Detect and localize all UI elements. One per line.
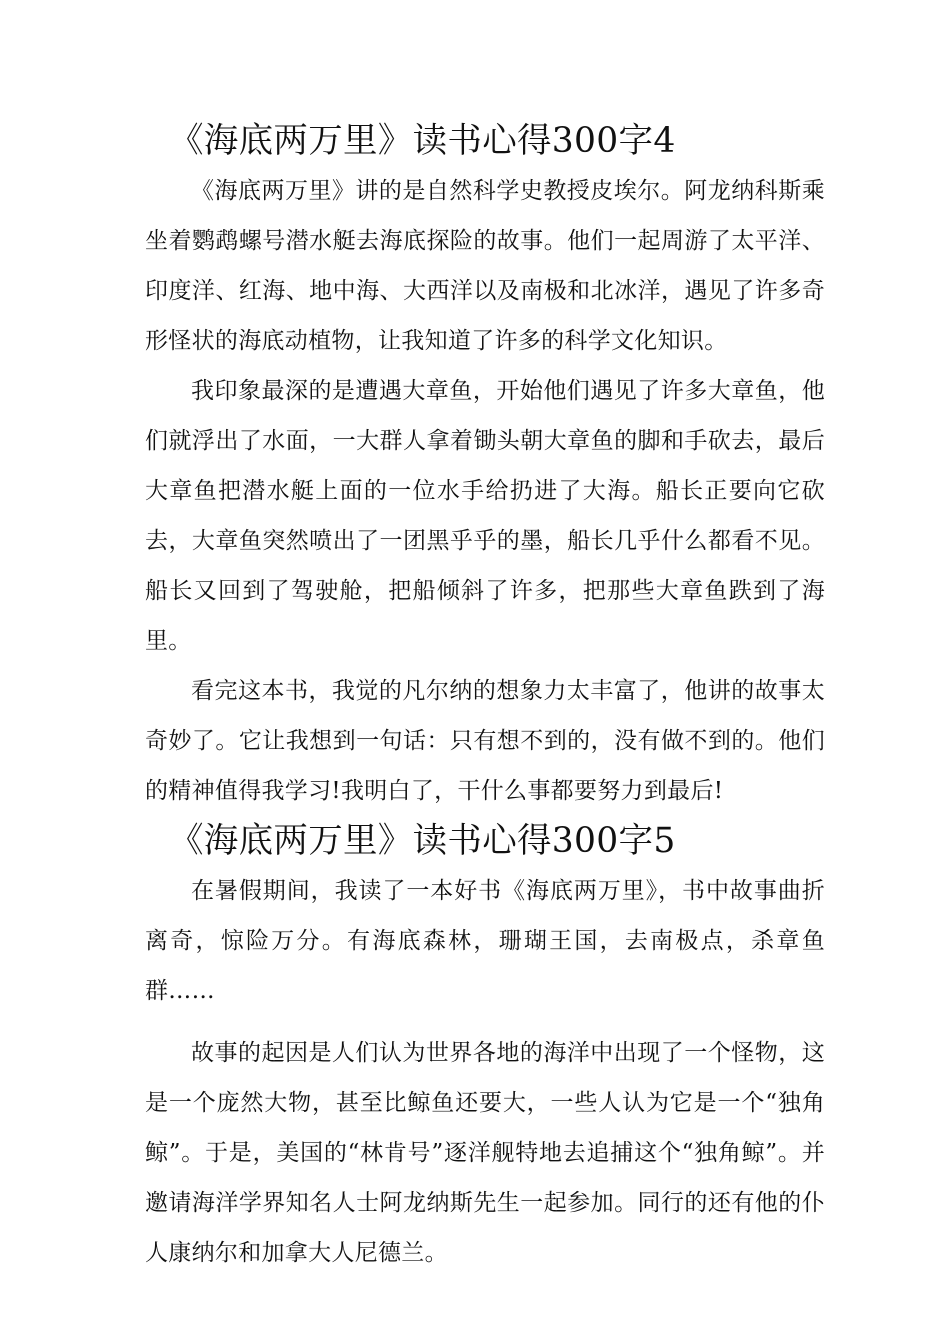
document-body [145, 116, 825, 1278]
section-heading-4: 《海底两万里》读书心得300字4 [169, 121, 676, 161]
paragraph: 在暑假期间，我读了一本好书《海底两万里》，书中故事曲折离奇，惊险万分。有海底森林，珊瑚王国，去南极点，杀章鱼群…… [145, 878, 825, 1004]
paragraph: 故事的起因是人们认为世界各地的海洋中出现了一个怪物，这是一个庞然大物，甚至比鲸鱼还要大，一些人认为它是一个“独角鲸”。于是，美国的“林肯号”逐洋舰特地去追捕这个“独角鲸”。并邀请海洋学界知名人士阿龙纳斯先生一起参加。同行的还有他的仆人康纳尔和加拿大人尼德兰。 [145, 1040, 825, 1266]
section-heading-5: 《海底两万里》读书心得300字5 [169, 821, 676, 861]
paragraph: 我印象最深的是遭遇大章鱼，开始他们遇见了许多大章鱼，他们就浮出了水面，一大群人拿着锄头朝大章鱼的脚和手砍去，最后大章鱼把潜水艇上面的一位水手给扔进了大海。船长正要向它砍去，大章鱼突然喷出了一团黑乎乎的墨，船长几乎什么都看不见。船长又回到了驾驶舱，把船倾斜了许多，把那些大章鱼跌到了海里。 [145, 378, 825, 654]
paragraph: 《海底两万里》讲的是自然科学史教授皮埃尔。阿龙纳科斯乘坐着鹦鹉螺号潜水艇去海底探险的故事。他们一起周游了太平洋、印度洋、红海、地中海、大西洋以及南极和北冰洋，遇见了许多奇形怪状的海底动植物，让我知道了许多的科学文化知识。 [145, 178, 825, 354]
paragraph: 看完这本书，我觉的凡尔纳的想象力太丰富了，他讲的故事太奇妙了。它让我想到一句话：只有想不到的，没有做不到的。他们的精神值得我学习!我明白了，干什么事都要努力到最后! [145, 678, 825, 804]
